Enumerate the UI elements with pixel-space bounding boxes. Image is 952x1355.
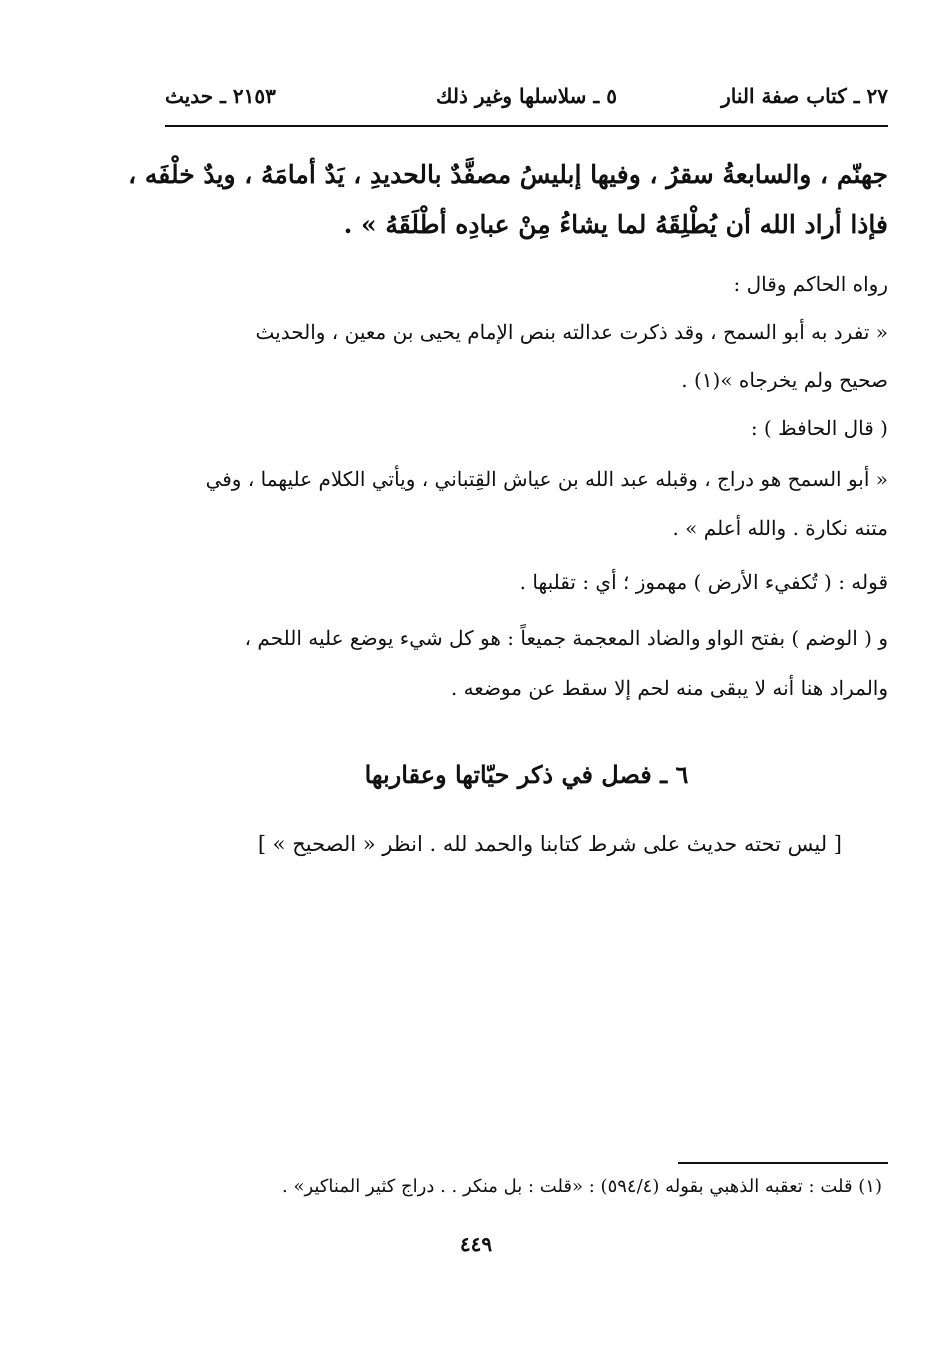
commentary-p5: قوله : ( تُكفيء الأرض ) مهموز ؛ أي : تقلبها .: [519, 570, 888, 594]
commentary: [165, 272, 888, 722]
commentary-p4-line2: متنه نكارة . والله أعلم » .: [672, 516, 888, 540]
hadith-line-1: جهنّم ، والسابعةُ سقرُ ، وفيها إبليسُ مصفَّدٌ بالحديدِ ، يَدٌ أمامَهُ ، ويدٌ خلْفَه ،: [128, 160, 888, 189]
hadith-line-2: فإذا أراد الله أن يُطْلِقَهُ لما يشاءُ مِنْ عبادِه أطْلَقَهُ » .: [343, 210, 888, 239]
section-heading: ٦ ـ فصل في ذكر حيّاتها وعقاربها: [364, 760, 689, 789]
footnote-divider: [678, 1162, 888, 1164]
commentary-p2-line2: صحيح ولم يخرجاه »(١) .: [681, 368, 888, 392]
commentary-p2-line1: « تفرد به أبو السمح ، وقد ذكرت عدالته بنص الإمام يحيى بن معين ، والحديث: [255, 320, 888, 344]
commentary-p6-line2: والمراد هنا أنه لا يبقى منه لحم إلا سقط عن موضعه .: [450, 676, 888, 700]
header-section-title: ٥ ـ سلاسلها وغير ذلك: [436, 84, 617, 108]
commentary-p3: ( قال الحافظ ) :: [750, 416, 888, 440]
page-number: ٤٤٩: [459, 1232, 493, 1256]
section-note: [ ليس تحته حديث على شرط كتابنا والحمد لله . انظر « الصحيح » ]: [257, 832, 842, 856]
commentary-p4-line1: « أبو السمح هو دراج ، وقبله عبد الله بن عياش القِتباني ، ويأتي الكلام عليهما ، وفي: [205, 467, 888, 491]
header-hadith-ref: ٢١٥٣ ـ حديث: [165, 84, 276, 108]
running-header: [165, 84, 888, 114]
commentary-p6-line1: و ( الوضم ) بفتح الواو والضاد المعجمة جميعاً : هو كل شيء يوضع عليه اللحم ،: [244, 626, 888, 650]
hadith-text: [128, 160, 888, 250]
footnote: (١) قلت : تعقبه الذهبي بقوله (٥٩٤/٤) : «قلت : بل منكر . . دراج كثير المناكير» .: [282, 1176, 882, 1197]
header-chapter-title: ٢٧ ـ كتاب صفة النار: [721, 84, 888, 108]
header-divider: [165, 125, 888, 127]
commentary-p1: رواه الحاكم وقال :: [733, 272, 888, 296]
